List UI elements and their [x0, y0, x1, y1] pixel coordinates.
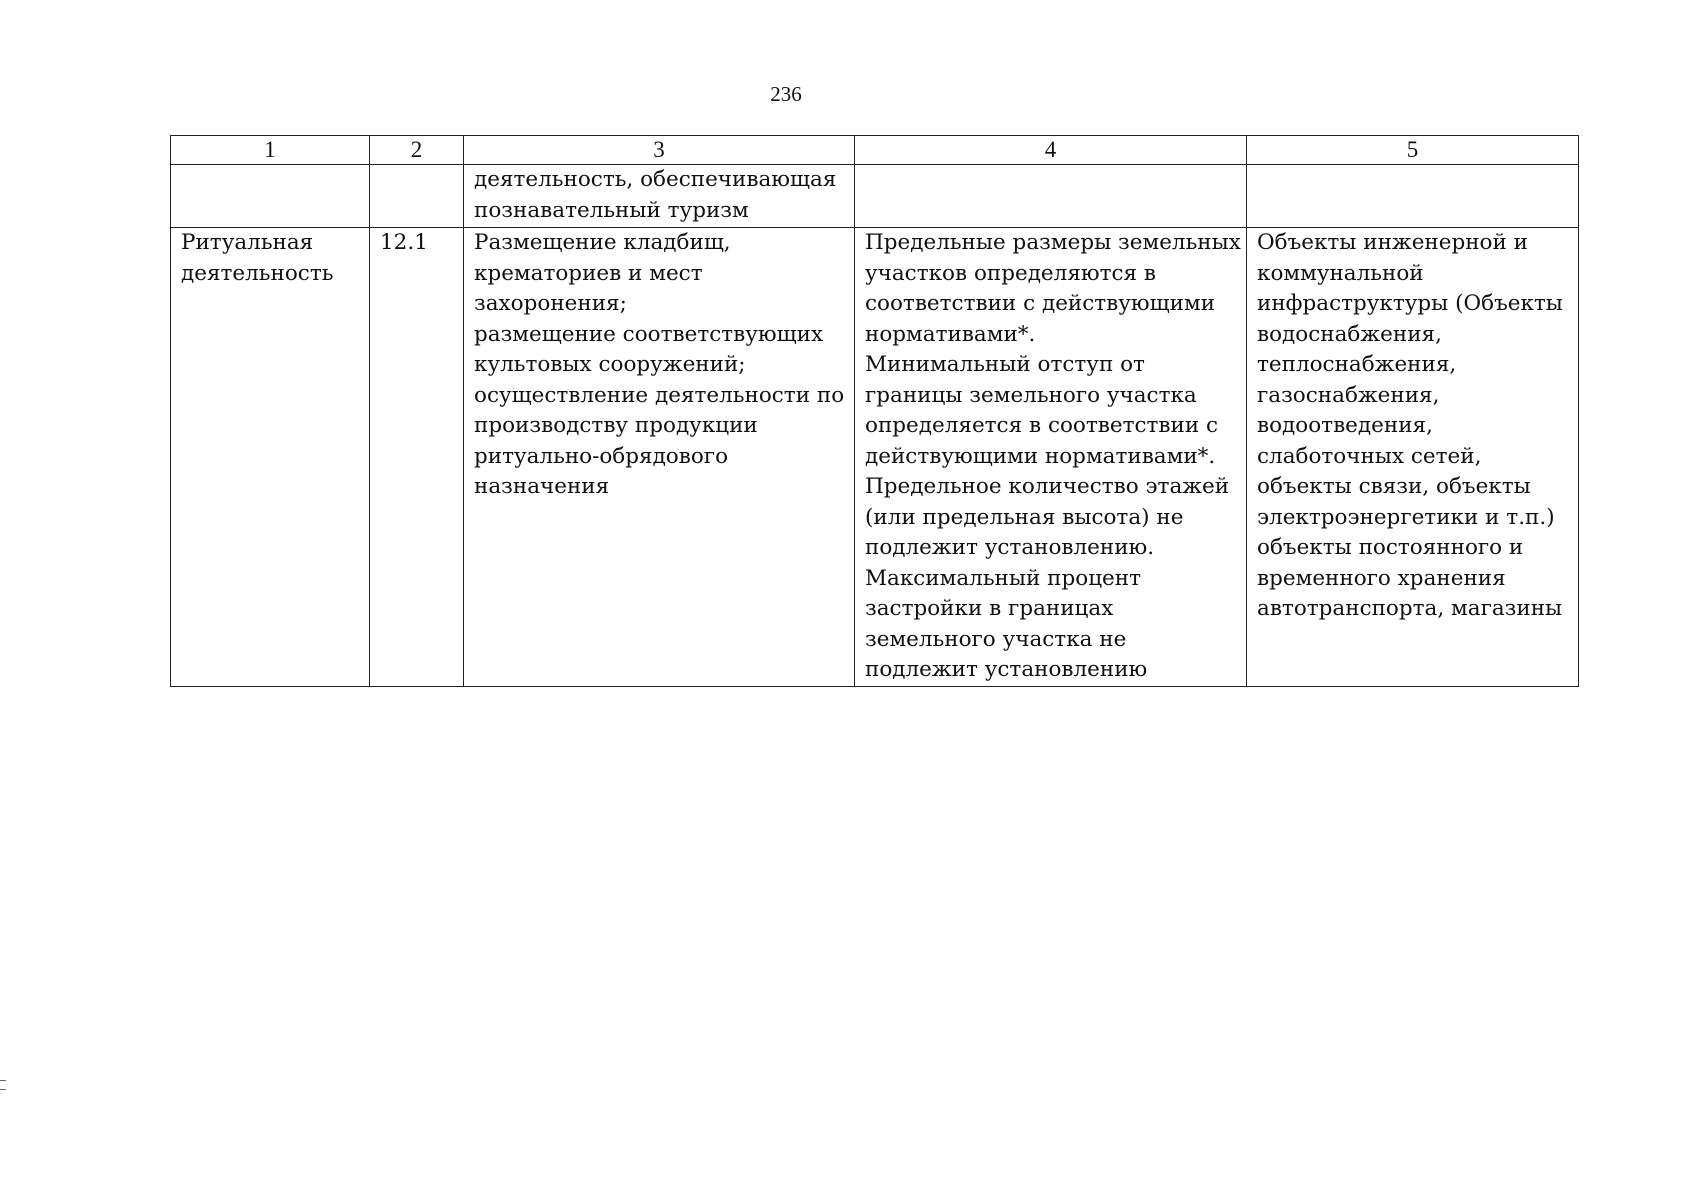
column-header-5: 5: [1247, 136, 1579, 165]
cell-text-line: крематориев и мест: [474, 260, 703, 286]
scan-mark: [0, 1080, 6, 1090]
cell-text-line: захоронения;: [474, 291, 627, 316]
table-row-continuation: [171, 165, 1579, 228]
cell-text-line: ритуально-обрядового: [474, 443, 729, 469]
cell-code: [370, 165, 464, 228]
cell-text-line: нормативами*.: [865, 321, 1036, 347]
cell-text-line: газоснабжения,: [1257, 382, 1440, 408]
cell-text-line: соответствии с действующими: [865, 291, 1216, 316]
cell-text-line: слаботочных сетей,: [1257, 443, 1482, 469]
cell-text-line: объекты связи, объекты: [1257, 474, 1531, 499]
cell-text-line: Предельные размеры земельных: [865, 230, 1241, 255]
cell-text-line: объекты постоянного и: [1257, 535, 1524, 560]
cell-parameters: [855, 228, 1247, 687]
cell-text-line: электроэнергетики и т.п.): [1257, 504, 1555, 530]
cell-text-line: Минимальный отступ от: [865, 352, 1145, 377]
cell-auxiliary-uses: [1247, 165, 1579, 228]
column-header-1: 1: [171, 136, 370, 165]
cell-text-line: деятельность, обеспечивающая: [474, 167, 837, 192]
cell-text-line: Предельное количество этажей: [865, 474, 1230, 499]
cell-text-line: Объекты инженерной и: [1257, 230, 1528, 255]
cell-text-line: назначения: [474, 474, 610, 499]
cell-text-line: автотранспорта, магазины: [1257, 596, 1563, 621]
zoning-table: [170, 135, 1579, 687]
cell-parameters: [855, 165, 1247, 228]
cell-auxiliary-uses: [1247, 228, 1579, 687]
cell-text-line: производству продукции: [474, 413, 758, 438]
cell-text-line: 12.1: [380, 230, 428, 255]
cell-text-line: границы земельного участка: [865, 382, 1197, 408]
cell-text-line: культовых сооружений;: [474, 352, 746, 377]
table-header-row: [171, 136, 1579, 165]
cell-text-line: осуществление деятельности по: [474, 382, 845, 408]
cell-text-line: инфраструктуры (Объекты: [1257, 291, 1563, 316]
cell-text-line: Размещение кладбищ,: [474, 230, 731, 255]
cell-text-line: размещение соответствующих: [474, 321, 824, 347]
column-header-4: 4: [855, 136, 1247, 165]
cell-text-line: Ритуальная: [181, 230, 314, 255]
cell-code: [370, 228, 464, 687]
column-header-2: 2: [370, 136, 464, 165]
table-row-ritual-activity: [171, 228, 1579, 687]
cell-use-type: [171, 165, 370, 228]
page-number: 236: [770, 82, 802, 106]
cell-text-line: подлежит установлению.: [865, 535, 1155, 560]
column-header-3: 3: [464, 136, 855, 165]
cell-description: [464, 165, 855, 228]
cell-text-line: участков определяются в: [865, 260, 1157, 286]
cell-text-line: познавательный туризм: [474, 197, 749, 223]
cell-text-line: застройки в границах: [865, 596, 1114, 621]
cell-text-line: определяется в соответствии с: [865, 413, 1219, 438]
cell-text-line: теплоснабжения,: [1257, 352, 1457, 377]
cell-text-line: коммунальной: [1257, 260, 1424, 286]
cell-text-line: деятельность: [181, 260, 334, 286]
cell-text-line: водоотведения,: [1257, 413, 1433, 438]
cell-text-line: (или предельная высота) не: [865, 504, 1184, 530]
cell-text-line: земельного участка не: [865, 626, 1127, 652]
cell-use-type: [171, 228, 370, 687]
cell-text-line: подлежит установлению: [865, 657, 1148, 682]
cell-text-line: Максимальный процент: [865, 565, 1141, 591]
cell-text-line: действующими нормативами*.: [865, 443, 1216, 469]
cell-text-line: водоснабжения,: [1257, 321, 1442, 347]
cell-text-line: временного хранения: [1257, 565, 1506, 591]
cell-description: [464, 228, 855, 687]
